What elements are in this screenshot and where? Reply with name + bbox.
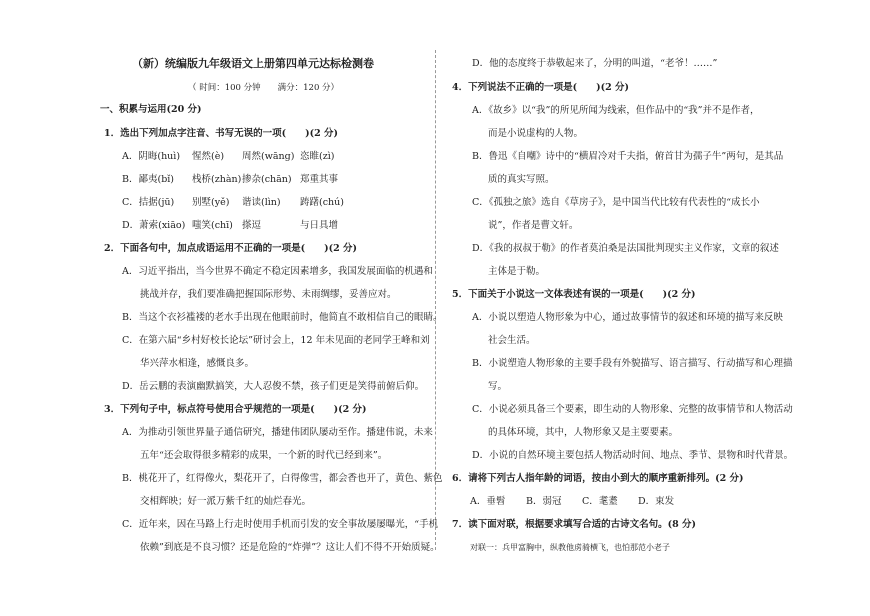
q4-line: 质的真实写照。 [488,174,555,185]
question-4-stem: 4．下列说法不正确的一项是( )(2 分) [452,82,630,93]
option-text: 搽逗 [242,220,262,231]
q3-line: B．桃花开了，红得像火，梨花开了，白得像雪，都会香也开了，黄色、紫色 [122,473,443,484]
q5-line: 写。 [488,381,508,392]
option-text: 恣睢(zì) [300,151,335,162]
q4-line: D．《我的叔叔于勒》的作者莫泊桑是法国批判现实主义作家，文章的叙述 [472,243,779,254]
question-7-stem: 7．读下面对联，根据要求填写合适的古诗文名句。(8 分) [452,519,697,530]
option-text: 惺然(è) [192,151,225,162]
option-text: 别墅(yě) [192,197,230,208]
q4-line: A．《故乡》以“我”的所见所闻为线索，但作品中的“我”并不是作者， [472,105,760,116]
q2-line: D．岳云鹏的表演幽默搞笑，大人忍俊不禁，孩子们更是笑得前俯后仰。 [122,381,425,392]
option-text: 踌躇(chú) [300,197,344,208]
couplet-text: 对联一：兵甲富胸中，纵教他虏骑横飞，也怕那范小老子 [470,543,670,552]
option-text: 栈桥(zhàn) [192,174,242,185]
option-text: 谐读(lìn) [242,197,281,208]
option-text: C．拮据(jū) [122,197,175,208]
question-2-stem: 2．下面各句中，加点成语运用不正确的一项是( )(2 分) [104,243,358,254]
page-subtitle: （ 时间：100 分钟 满分：120 分） [188,83,340,93]
page-title: （新）统编版九年级语文上册第四单元达标检测卷 [132,57,374,70]
question-3-stem: 3．下列句子中，标点符号使用合乎规范的一项是( )(2 分) [104,404,367,415]
q2-line: A．习近平指出，当今世界不确定不稳定因素增多，我国发展面临的机遇和 [122,266,433,277]
q3-line: 交相辉映；好一派万紫千红的灿烂春光。 [140,496,312,507]
option-text: B．弱冠 [526,496,562,507]
question-6-stem: 6．请将下列古人指年龄的词语，按由小到大的顺序重新排列。(2 分) [452,473,744,484]
q5-line: C．小说必须具备三个要素，即生动的人物形象、完整的故事情节和人物活动 [472,404,793,415]
q3-line: 依赖”到底是不良习惯？还是危险的“炸弹”？这让人们不得不开始质疑。 [140,542,440,553]
q3-line: A．为推动引领世界量子通信研究，播建伟团队屡动至作。播建伟说，未来 [122,427,433,438]
option-text: D．束发 [638,496,675,507]
option-text: 与日具增 [300,220,339,231]
q5-line: D．小说的自然环境主要包括人物活动时间、地点、季节、景物和时代背景。 [472,450,794,461]
q5-line: 的具体环境，其中，人物形象又是主要要素。 [488,427,679,438]
option-text: 郑重其事 [300,174,339,185]
option-text: C．耄耋 [582,496,618,507]
q3-option-d: D．他的态度终于恭敬起来了，分明的叫道，“老爷！……” [472,58,718,69]
question-1-stem: 1．选出下列加点字注音、书写无误的一项( )(2 分) [104,128,339,139]
option-text: B．鄙夷(bǐ) [122,174,175,185]
q2-line: B．当这个衣衫褴褛的老水手出现在他眼前时，他简直不敢相信自己的眼睛。 [122,312,443,323]
option-text: A．垂髫 [470,496,506,507]
q2-line: C．在第六届“乡村好校长论坛”研讨会上，12 年未见面的老同学王峰和刘 [122,335,430,346]
option-text: 掺杂(chān) [242,174,292,185]
q2-line: 华兴萍水相逢，感慨良多。 [140,358,255,369]
q5-line: B．小说塑造人物形象的主要手段有外貌描写、语言描写、行动描写和心理描 [472,358,793,369]
q4-line: C．《孤独之旅》选自《草房子》，是中国当代比较有代表性的“成长小 [472,197,760,208]
q2-line: 挑战并存，我们要准确把握国际形势、未雨绸缪，妥善应对。 [140,289,397,300]
q4-line: 说”，作者是曹文轩。 [488,220,579,231]
option-text: A．阴晦(huì) [122,151,181,162]
section-heading: 一、积累与运用(20 分) [100,104,202,115]
q4-line: 而是小说虚构的人物。 [488,128,584,139]
q4-line: B．鲁迅《自嘲》诗中的“横眉冷对千夫指，俯首甘为孺子牛”两句，是其品 [472,151,784,162]
q5-line: 社会生活。 [488,335,536,346]
option-text: D．萧索(xiāo) [122,220,186,231]
question-5-stem: 5．下面关于小说这一文体表述有误的一项是( )(2 分) [452,289,696,300]
option-text: 周然(wāng) [242,151,295,162]
q3-line: 五年“还会取得很多精彩的成果，一个新的时代已经到来”。 [140,450,388,461]
q5-line: A．小说以塑造人物形象为中心，通过故事情节的叙述和环境的描写来反映 [472,312,783,323]
option-text: 嗤笑(chī) [192,220,233,231]
q4-line: 主体是于勒。 [488,266,546,277]
q3-line: C．近年来，因在马路上行走时使用手机而引发的安全事故屡屡曝光，“手机 [122,519,439,530]
